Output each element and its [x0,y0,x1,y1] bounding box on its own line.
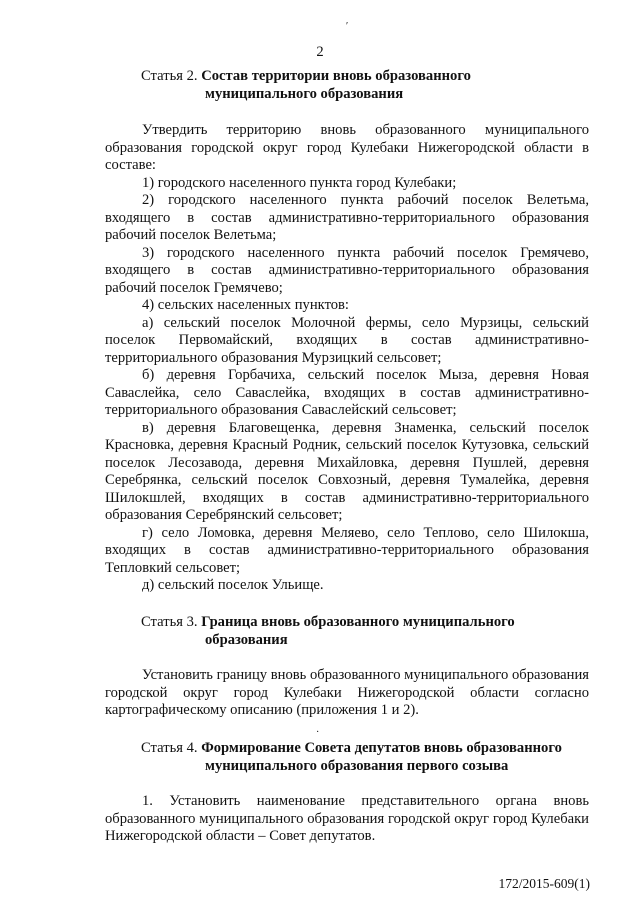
article3-body [105,667,589,720]
article4-body [105,793,589,846]
article2-body [105,122,589,595]
article4-title-line2: муниципального образования первого созыва [205,757,509,774]
article2-paragraph: 4) сельских населенных пунктов: [142,297,349,313]
scan-mark: ʹ [346,21,349,32]
article2-paragraph: в) деревня Благовещенка, деревня Знаменка, сельский поселок Красновка, деревня Красный Родник, сельский поселок Кутузовка, сельский поселок Лесозавода, деревня Михайловка, деревня Пушлей, деревня Серебрянка, сельский поселок Совхозный, деревня Тумалейка, деревня Шилокшлей, входящих в состав административно-территориального образования Серебрянский сельсовет; [105,419,589,523]
article2-heading [141,68,611,103]
article2-paragraph: 3) городского населенного пункта рабочий поселок Гремячево, входящего в состав административно-территориального образования рабочий поселок Гремячево; [105,244,589,296]
article3-paragraph: Установить границу вновь образованного муниципального образования городской округ город Кулебаки Нижегородской области согласно картографическому описанию (приложения 1 и 2). [105,667,589,718]
article2-paragraph: Утвердить территорию вновь образованного муниципального образования городской округ город Кулебаки Нижегородской области в составе: [105,122,589,173]
article3-label: Статья 3. [141,614,198,630]
article2-paragraph: б) деревня Горбачиха, сельский поселок Мыза, деревня Новая Саваслейка, село Саваслейка, входящих в состав административно-территориального образования Саваслейский сельсовет; [105,367,589,418]
article2-paragraph: 2) городского населенного пункта рабочий поселок Велетьма, входящего в состав административно-территориального образования рабочий поселок Велетьма; [105,192,589,243]
article2-label: Статья 2. [141,68,198,84]
article4-title-line1: Формирование Совета депутатов вновь образованного [201,740,562,756]
article2-paragraph: д) сельский поселок Ульище. [142,577,324,593]
document-code: 172/2015-609(1) [498,876,590,891]
article4-heading [141,740,611,775]
article2-paragraph: 1) городского населенного пункта город Кулебаки; [142,174,457,191]
article3-heading [141,614,611,649]
article2-paragraph: г) село Ломовка, деревня Меляево, село Теплово, село Шилокша, входящих в состав административно-территориального образования Тепловкий сельсовет; [105,524,589,576]
article2-title-line1: Состав территории вновь образованного [201,68,471,84]
article2-paragraph: а) сельский поселок Молочной фермы, село Мурзицы, сельский поселок Первомайский, входящих в состав административно-территориального образования Мурзицкий сельсовет; [105,314,589,366]
scan-mark: · [316,727,320,738]
article4-paragraph: 1. Установить наименование представительного органа вновь образованного муниципального образования городской округ город Кулебаки Нижегородской области – Совет депутатов. [105,793,589,844]
article3-title-line1: Граница вновь образованного муниципального [201,614,515,630]
article3-title-line2: образования [205,631,288,648]
article4-label: Статья 4. [141,740,198,756]
page-number: 2 [316,44,324,60]
article2-title-line2: муниципального образования [205,85,404,102]
